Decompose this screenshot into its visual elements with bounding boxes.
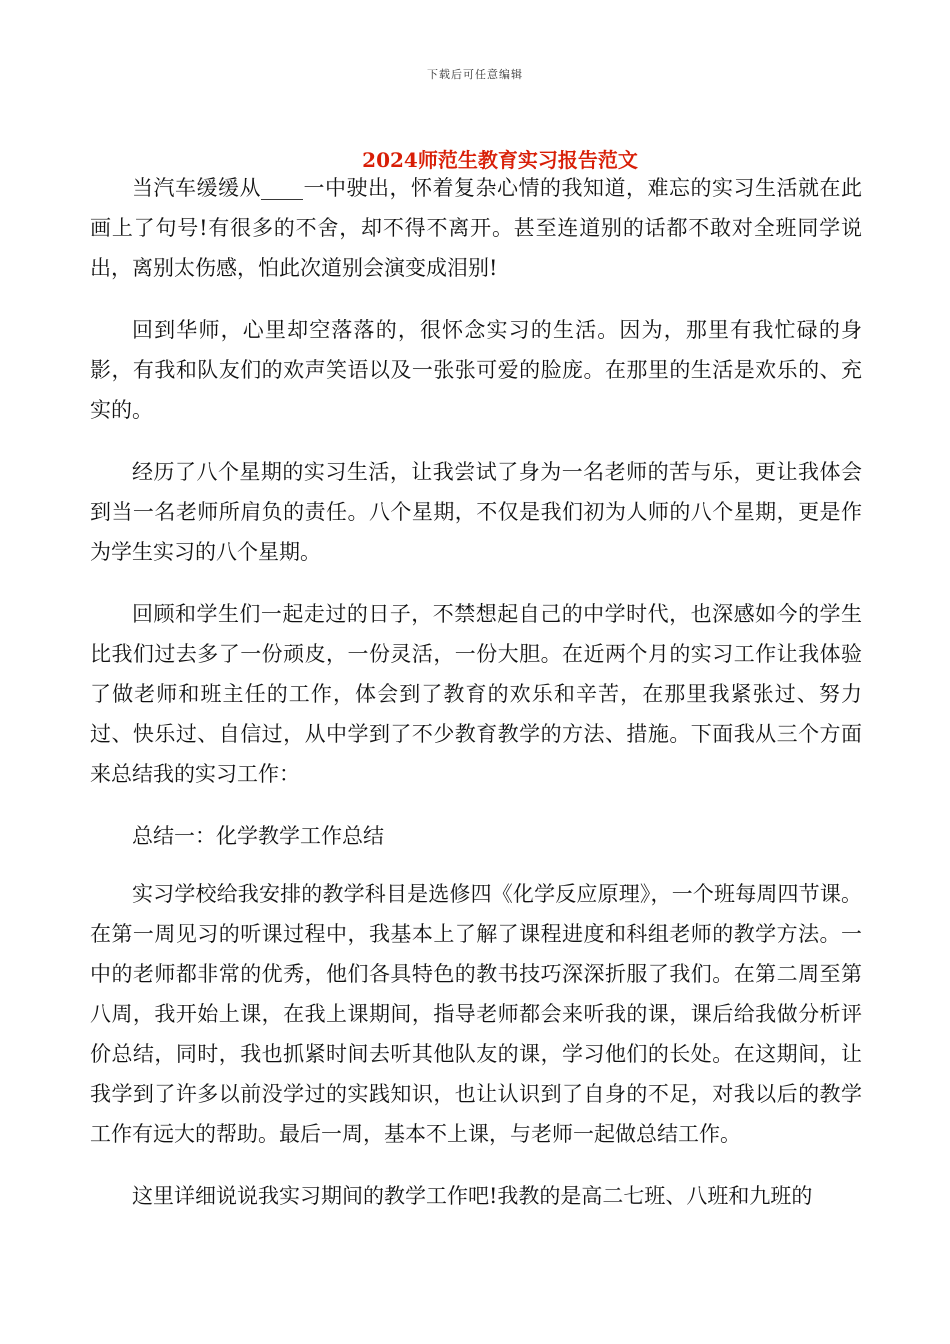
- paragraph-teaching-arrangement: 实习学校给我安排的教学科目是选修四《化学反应原理》，一个班每周四节课。在第一周见习的听课过程中，我基本上了解了课程进度和科组老师的教学方法。一中的老师都非常的优秀，他们各具特色的教书技巧深深折服了我们。在第二周至第八周，我开始上课，在我上课期间，指导老师都会来听我的课，课后给我做分析评价总结，同时，我也抓紧时间去听其他队友的课，学习他们的长处。在这期间，让我学到了许多以前没学过的实践知识，也让认识到了自身的不足，对我以后的教学工作有远大的帮助。最后一周，基本不上课，与老师一起做总结工作。: [90, 882, 862, 1146]
- paragraph-return: 回到华师，心里却空落落的，很怀念实习的生活。因为，那里有我忙碌的身影，有我和队友们的欢声笑语以及一张张可爱的脸庞。在那里的生活是欢乐的、充实的。: [90, 318, 862, 422]
- document-body: [90, 168, 862, 1238]
- document-title: 2024师范生教育实习报告范文: [362, 148, 638, 172]
- paragraph-departure: 当汽车缓缓从____一中驶出，怀着复杂心情的我知道，难忘的实习生活就在此画上了句号!有很多的不舍，却不得不离开。甚至连道别的话都不敢对全班同学说出，离别太伤感，怕此次道别会演变成泪别!: [90, 176, 862, 280]
- paragraph-reflection: 回顾和学生们一起走过的日子，不禁想起自己的中学时代，也深感如今的学生比我们过去多了一份顽皮，一份灵活，一份大胆。在近两个月的实习工作让我体验了做老师和班主任的工作，体会到了教育的欢乐和辛苦，在那里我紧张过、努力过、快乐过、自信过，从中学到了不少教育教学的方法、措施。下面我从三个方面来总结我的实习工作：: [90, 602, 862, 786]
- header-note: 下载后可任意编辑: [427, 68, 523, 81]
- section-heading-chemistry-teaching: 总结一：化学教学工作总结: [132, 824, 384, 848]
- paragraph-teaching-details: 这里详细说说我实习期间的教学工作吧!我教的是高二七班、八班和九班的: [132, 1184, 813, 1208]
- paragraph-eight-weeks: 经历了八个星期的实习生活，让我尝试了身为一名老师的苦与乐，更让我体会到当一名老师所肩负的责任。八个星期，不仅是我们初为人师的八个星期，更是作为学生实习的八个星期。: [90, 460, 862, 564]
